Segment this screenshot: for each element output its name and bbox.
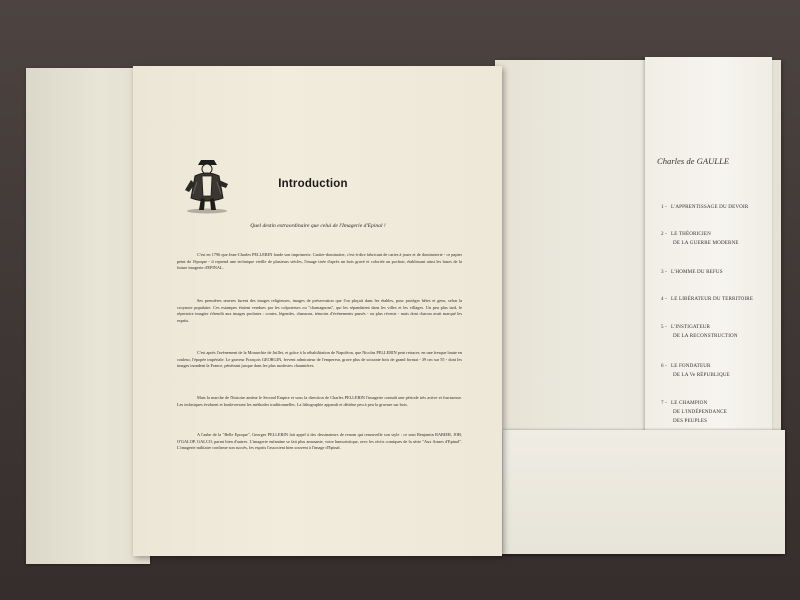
toc-item-subtitle: DE L'INDÉPENDANCE: [673, 409, 727, 415]
toc-item-number: 6 -: [661, 363, 667, 369]
body-paragraph: Mais la marche de l'histoire amène le Second Empire et sous la direction de Charles PELLERIN l'imagerie connaît une période très active et fructueuse. Les techniques évoluent et bouleversent les méthodes traditionnelles. La lithographie apparaît et détrône peu à peu la gravure sur bois.: [177, 395, 462, 407]
toc-item-title: L'APPRENTISSAGE DU DEVOIR: [671, 204, 749, 210]
toc-item-number: 4 -: [661, 296, 667, 302]
contents-author-heading: Charles de GAULLE: [657, 156, 730, 166]
body-paragraph: C'est après l'avènement de la Monarchie de Juillet, et grâce à la réhabilitation de Napoléon, que Nicolas PELLERIN peut retracer, en une fresque haute en couleur, l'épopée impériale. Le graveur François GEORGIN, fervent admirateur de l'empereur, grave plus de soixante bois de grand format - 39 cm sur 55 - dont les images inondent la France, pénétrant jusque dans les plus modestes chaumières.: [177, 350, 462, 369]
toc-item-3: [661, 268, 771, 277]
toc-item-number: 7 -: [661, 400, 667, 406]
toc-item-2: [661, 230, 771, 248]
body-paragraph: C'est en 1796 que Jean-Charles PELLERIN fonde son imprimerie. Cartier-dominotier, c'est-à-dire fabricant de cartes à jouer et de dominoterie - ce papier peint de l'époque - il reprend une technique vieille de plusieurs siècles, l'image tirée d'après un bois gravé et coloriée au pochoir, établissant ainsi les bases de la future imagerie d'EPINAL.: [177, 252, 462, 271]
toc-item-title: L'HOMME DU REFUS: [671, 269, 723, 275]
folder-left-flap: [26, 68, 150, 564]
toc-item-title: L'INSTIGATEUR: [671, 324, 711, 330]
toc-item-5: [661, 323, 771, 341]
toc-item-number: 5 -: [661, 324, 667, 330]
page-title: Introduction: [278, 178, 348, 190]
toc-item-7: [661, 399, 771, 426]
body-paragraph: Ses premières œuvres furent des images religieuses, images de préservation que l'on plaçait dans les étables, pour protéger bêtes et gens, selon la croyance populaire. Ces estampes étaient vendues par les colporteurs ou "chamagnons", qui les répandaient dans les villes et les villages. Un peu plus tard, le répertoire imagier s'étendit aux images profanes : contes, légendes, chansons, témoins d'événements passés - ou plus récents - mais dont chacun avait marqué les esprits.: [177, 298, 462, 323]
folder-bottom-pocket: [503, 430, 785, 554]
toc-item-subtitle: DES PEUPLES: [673, 418, 708, 424]
napoleon-figure-illustration: [181, 154, 233, 214]
body-paragraph: A l'aube de la "Belle Epoque", Georges PELLERIN fait appel à des dessinateurs de renom qui renouvelle son style : ce sont Benjamin RABIER, JOB, O'GALOP, GALCO, parmi bien d'autres. L'imagerie enfantine se fait plus amusante, votre humoristique, avec les récits comiques de la série "Aux Armes d'Epinal". L'imagerie militaire confirme son succès, les esprits l'associent bien souvent à l'image d'Epinal.: [177, 432, 462, 451]
introduction-page: [133, 66, 502, 556]
toc-item-subtitle: DE LA RECONSTRUCTION: [673, 333, 738, 339]
toc-item-number: 3 -: [661, 269, 667, 275]
toc-item-number: 2 -: [661, 231, 667, 237]
toc-item-1: [661, 203, 771, 212]
toc-item-number: 1 -: [661, 204, 667, 210]
toc-item-subtitle: DE LA GUERRE MODERNE: [673, 240, 739, 246]
toc-item-title: LE LIBÉRATEUR DU TERRITOIRE: [671, 296, 754, 302]
page-subtitle: Quel destin extraordinaire que celui de l'Imagerie d'Epinal !: [250, 223, 386, 229]
toc-item-subtitle: DE LA Ve RÉPUBLIQUE: [673, 372, 730, 378]
contents-insert-sheet: [645, 57, 772, 433]
toc-item-title: LE THÉORICIEN: [671, 231, 711, 237]
toc-item-4: [661, 295, 771, 304]
toc-item-title: LE CHAMPION: [671, 400, 708, 406]
toc-item-title: LE FONDATEUR: [671, 363, 711, 369]
toc-item-6: [661, 362, 771, 380]
